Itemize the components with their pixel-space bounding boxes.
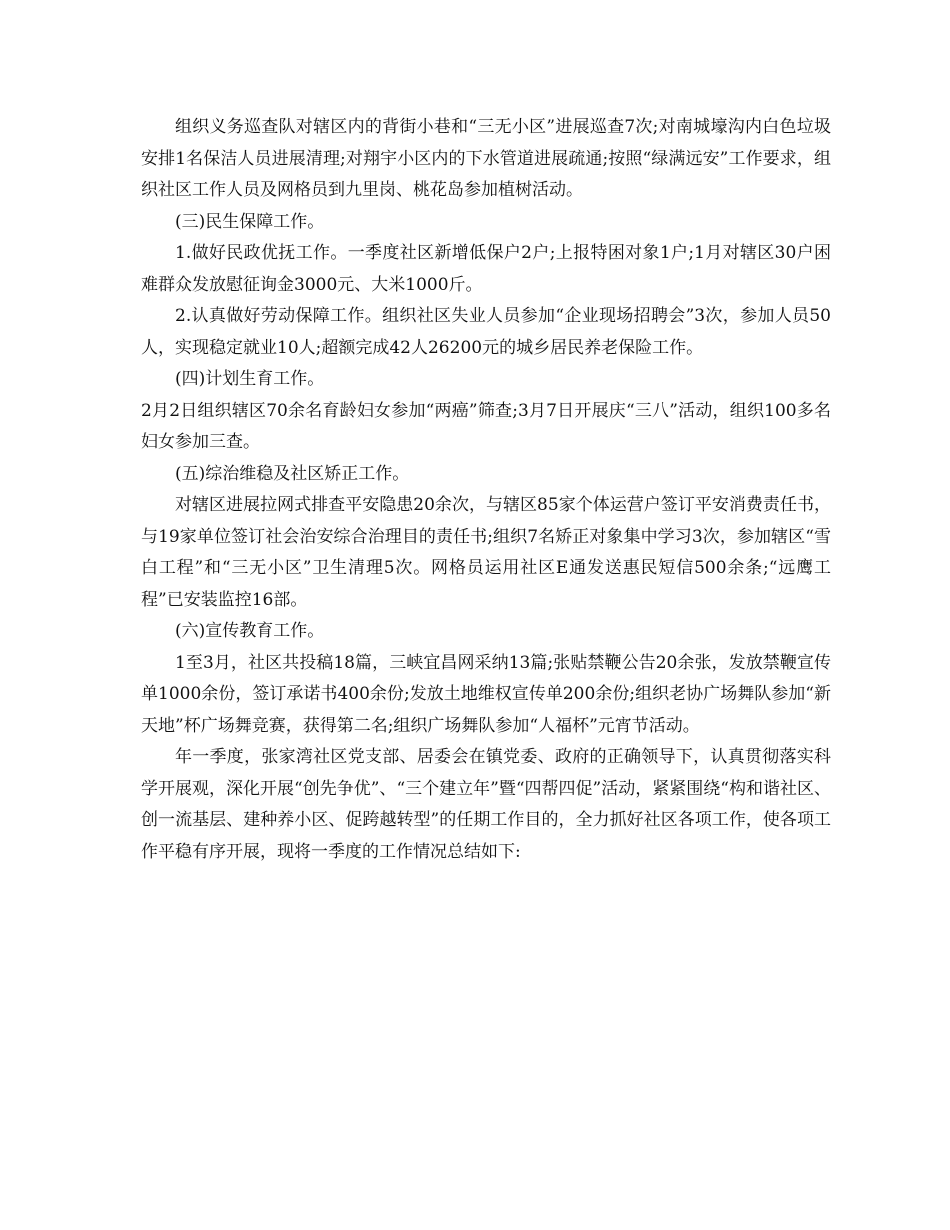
paragraph-publicity: 1至3月，社区共投稿18篇，三峡宜昌网采纳13篇;张贴禁鞭公告20余张，发放禁鞭宣传单1000余份，签订承诺书400余份;发放土地维权宣传单200余份;组织老协广场舞队参加“新天地”杯广场舞竞赛，获得第二名;组织广场舞队参加“人福杯”元宵节活动。 (141, 652, 831, 736)
heading-publicity: (六)宣传教育工作。 (175, 621, 325, 641)
heading-livelihood: (三)民生保障工作。 (175, 211, 325, 232)
paragraph-inspection: 组织义务巡查队对辖区内的背街小巷和“三无小区”进展巡查7次;对南城壕沟内白色垃圾安排1名保洁人员进展清理;对翔宇小区内的下水管道进展疏通;按照“绿满远安”工作要求，组织社区工作人员及网格员到九里岗、桃花岛参加植树活动。 (141, 117, 831, 200)
paragraph-summary-intro: 年一季度，张家湾社区党支部、居委会在镇党委、政府的正确领导下，认真贯彻落实科学开展观，深化开展“创先争优”、“三个建立年”暨“四帮四促”活动，紧紧围绕“构和谐社区、创一流基层、建种养小区、促跨越转型”的任期工作目的，全力抓好社区各项工作，使各项工作平稳有序开展，现将一季度的工作情况总结如下: (141, 747, 831, 862)
paragraph-stability: 对辖区进展拉网式排查平安隐患20余次，与辖区85家个体运营户签订平安消费责任书，与19家单位签订社会治安综合治理目的责任书;组织7名矫正对象集中学习3次，参加辖区“雪白工程”和“三无小区”卫生清理5次。网格员运用社区E通发送惠民短信500余条;“远鹰工程”已安装监控16部。 (141, 495, 831, 610)
paragraph-labor-security: 2.认真做好劳动保障工作。组织社区失业人员参加“企业现场招聘会”3次，参加人员50人，实现稳定就业10人;超额完成42人26200元的城乡居民养老保险工作。 (141, 306, 831, 358)
document-body (141, 112, 831, 868)
paragraph-family-planning: 2月2日组织辖区70余名育龄妇女参加“两癌”筛查;3月7日开展庆“三八”活动，组织100多名妇女参加三查。 (141, 400, 831, 452)
heading-stability: (五)综治维稳及社区矫正工作。 (175, 463, 410, 484)
heading-family-planning: (四)计划生育工作。 (175, 369, 325, 389)
paragraph-civil-affairs: 1.做好民政优抚工作。一季度社区新增低保户2户;上报特困对象1户;1月对辖区30户困难群众发放慰征询金3000元、大米1000斤。 (141, 243, 831, 295)
